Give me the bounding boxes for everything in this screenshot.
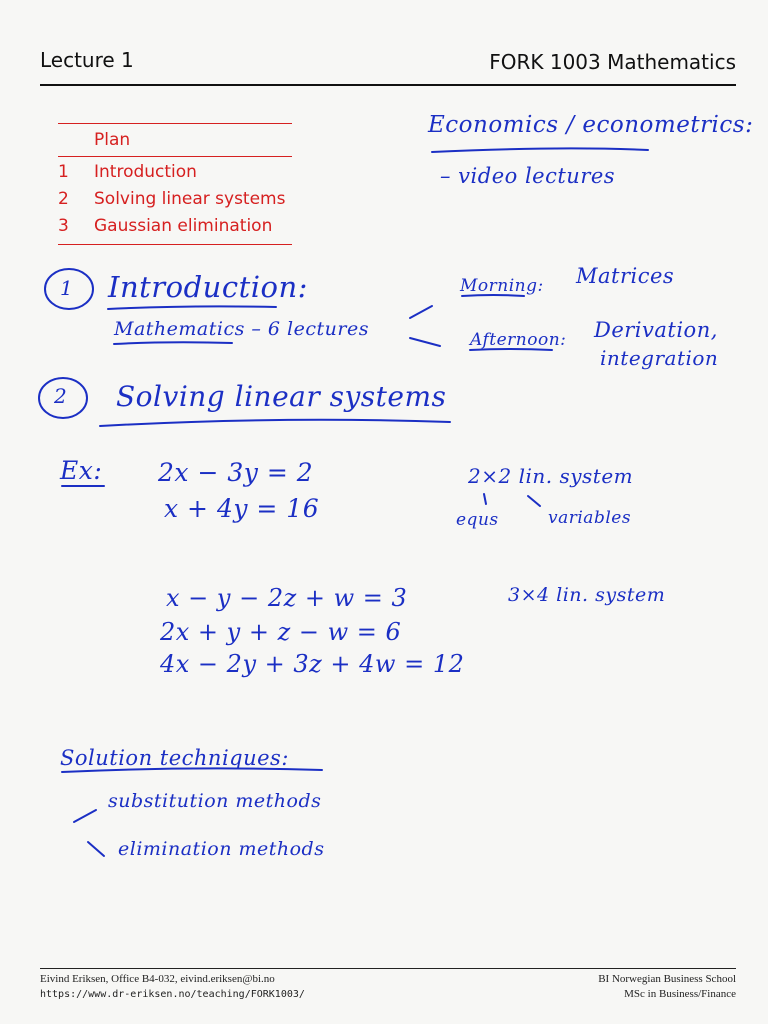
example1-equation-2: x + 4y = 16 <box>164 494 320 523</box>
variables-tick <box>528 496 540 506</box>
technique-tick-down <box>88 842 104 856</box>
morning-topic: Matrices <box>576 264 675 288</box>
econ-underline <box>432 148 648 152</box>
technique-substitution: substitution methods <box>108 790 322 812</box>
plan-item-num: 3 <box>58 216 69 236</box>
plan-mid-rule <box>58 156 292 157</box>
example2-system-size: 3×4 lin. system <box>508 584 666 606</box>
plan-bottom-rule <box>58 244 292 245</box>
technique-tick-up <box>74 810 96 822</box>
plan-item-label: Gaussian elimination <box>94 216 273 236</box>
program-name: MSc in Business/Finance <box>624 988 736 1000</box>
techniques-heading: Solution techniques: <box>60 746 289 770</box>
morning-label: Morning: <box>460 276 544 296</box>
footer-school <box>598 972 736 1002</box>
branch-tick-down <box>410 338 440 346</box>
example1-equs-label: equs <box>456 510 499 530</box>
plan-title: Plan <box>94 130 131 150</box>
header-rule <box>40 84 736 86</box>
section1-number: 1 <box>60 276 74 300</box>
example2-equation-2: 2x + y + z − w = 6 <box>160 618 402 646</box>
econ-heading: Economics / econometrics: <box>428 112 754 138</box>
plan-item-num: 2 <box>58 189 69 209</box>
introduction-underline <box>108 306 276 309</box>
section1-title: Introduction: <box>108 270 308 304</box>
equs-tick <box>484 494 486 504</box>
plan-item-num: 1 <box>58 162 69 182</box>
example1-variables-label: variables <box>548 508 632 528</box>
footer-rule <box>40 968 736 969</box>
lecture-number: Lecture 1 <box>40 48 134 72</box>
example-label: Ex: <box>60 456 103 485</box>
mathematics-underline <box>114 342 232 344</box>
plan-top-rule <box>58 123 292 124</box>
course-title: FORK 1003 Mathematics <box>489 50 736 74</box>
branch-tick-up <box>410 306 432 318</box>
plan-item <box>58 162 197 182</box>
section2-title: Solving linear systems <box>116 380 447 413</box>
video-lectures-note: – video lectures <box>440 164 616 188</box>
school-name: BI Norwegian Business School <box>598 973 736 985</box>
footer-author <box>40 972 305 1002</box>
mathematics-line: Mathematics – 6 lectures <box>114 318 369 340</box>
section2-underline <box>100 420 450 426</box>
example1-equation-1: 2x − 3y = 2 <box>158 458 314 487</box>
course-url: https://www.dr-eriksen.no/teaching/FORK1003/ <box>40 989 305 1000</box>
plan-item-label: Solving linear systems <box>94 189 286 209</box>
afternoon-topic-integration: integration <box>600 346 719 370</box>
plan-item-label: Introduction <box>94 162 197 182</box>
example2-equation-1: x − y − 2z + w = 3 <box>166 584 408 612</box>
afternoon-label: Afternoon: <box>470 330 567 350</box>
plan-item <box>58 189 285 209</box>
example2-equation-3: 4x − 2y + 3z + 4w = 12 <box>160 650 465 678</box>
section2-number: 2 <box>54 384 68 408</box>
plan-item <box>58 216 272 236</box>
technique-elimination: elimination methods <box>118 838 325 860</box>
author-contact: Eivind Eriksen, Office B4-032, eivind.eriksen@bi.no <box>40 973 275 985</box>
afternoon-topic-derivation: Derivation, <box>594 318 718 342</box>
example1-system-size: 2×2 lin. system <box>468 464 634 488</box>
